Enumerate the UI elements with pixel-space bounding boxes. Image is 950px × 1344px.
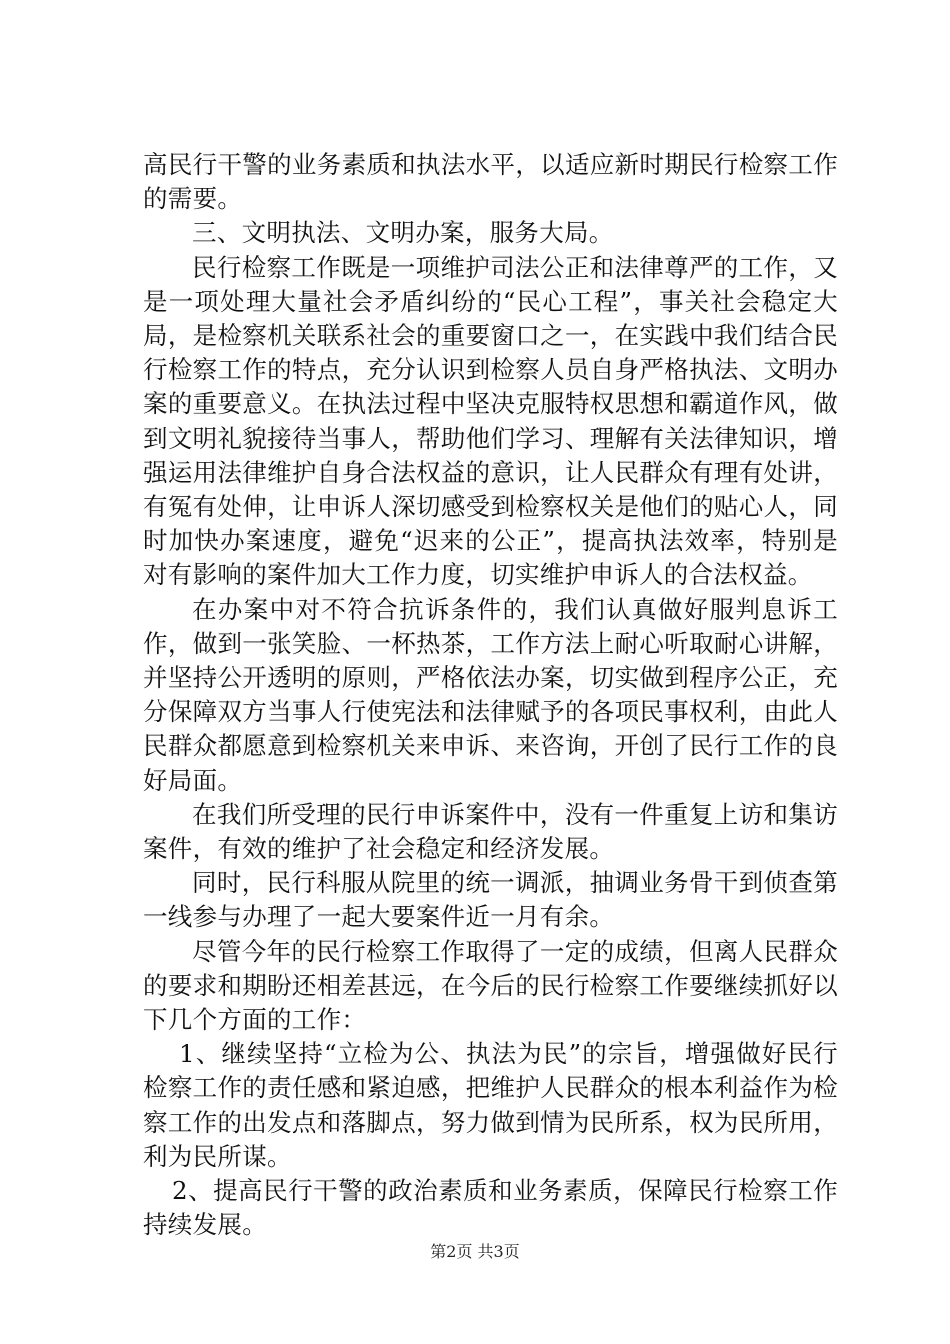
- paragraph: 民行检察工作既是一项维护司法公正和法律尊严的工作，又是一项处理大量社会矛盾纠纷的“民心工程”，事关社会稳定大局，是检察机关联系社会的重要窗口之一，在实践中我们结合民行检察工作的特点，充分认识到检察人员自身严格执法、文明办案的重要意义。在执法过程中坚决克服特权思想和霸道作风，做到文明礼貌接待当事人，帮助他们学习、理解有关法律知识，增强运用法律维护自身合法权益的意识，让人民群众有理有处讲，有冤有处伸，让申诉人深切感受到检察权关是他们的贴心人，同时加快办案速度，避免“迟来的公正”，提高执法效率，特别是对有影响的案件加大工作力度，切实维护申诉人的合法权益。: [143, 252, 838, 590]
- paragraph: 在我们所受理的民行申诉案件中，没有一件重复上访和集访案件，有效的维护了社会稳定和经济发展。: [143, 799, 838, 864]
- list-item: 2、提高民行干警的政治素质和业务素质，保障民行检察工作持续发展。: [143, 1176, 838, 1240]
- document-body: [143, 148, 838, 1243]
- paragraph: 在办案中对不符合抗诉条件的，我们认真做好服判息诉工作，做到一张笑脸、一杯热茶，工作方法上耐心听取耐心讲解，并坚持公开透明的原则，严格依法办案，切实做到程序公正，充分保障双方当事人行使宪法和法律赋予的各项民事权利，由此人民群众都愿意到检察机关来申诉、来咨询，开创了民行工作的良好局面。: [143, 594, 838, 795]
- paragraph: 同时，民行科服从院里的统一调派，抽调业务骨干到侦查第一线参与办理了一起大要案件近一月有余。: [143, 868, 838, 932]
- section-heading: 三、文明执法、文明办案，服务大局。: [192, 218, 614, 248]
- paragraph: 尽管今年的民行检察工作取得了一定的成绩，但离人民群众的要求和期盼还相差甚远，在今后的民行检察工作要继续抓好以下几个方面的工作：: [143, 936, 838, 1035]
- page-footer: 第2页 共3页: [430, 1242, 520, 1261]
- paragraph-continuation: 高民行干警的业务素质和执法水平，以适应新时期民行检察工作的需要。: [143, 150, 838, 214]
- list-item: 1、继续坚持“立检为公、执法为民”的宗旨，增强做好民行检察工作的责任感和紧迫感，把维护人民群众的根本利益作为检察工作的出发点和落脚点，努力做到情为民所系，权为民所用，利为民所谋。: [143, 1039, 838, 1171]
